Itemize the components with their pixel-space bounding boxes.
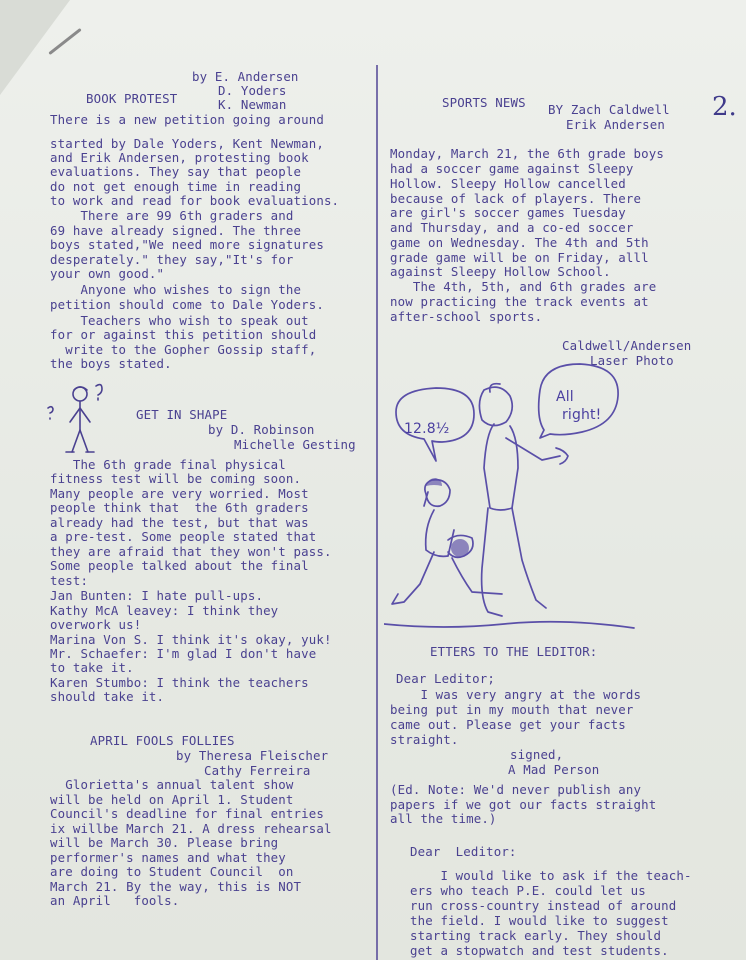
letter-line: straight.: [390, 732, 459, 747]
body-line: 69 have already signed. The three: [50, 223, 302, 238]
body-line: Council's deadline for final entries: [50, 806, 324, 821]
body-line: game on Wednesday. The 4th and 5th: [390, 235, 649, 250]
body-line: Anyone who wishes to sign the: [50, 282, 302, 297]
body-line: Teachers who wish to speak out: [50, 313, 309, 328]
body-line: Monday, March 21, the 6th grade boys: [390, 146, 664, 161]
sports-news-title: SPORTS NEWS: [442, 95, 526, 110]
letter-line: Dear Leditor;: [396, 671, 495, 686]
body-line: There is a new petition going around: [50, 112, 324, 127]
book-protest-byline-2: D. Yoders: [218, 83, 287, 98]
note-line: (Ed. Note: We'd never publish any: [390, 782, 642, 797]
body-line: Jan Bunten: I hate pull-ups.: [50, 588, 264, 603]
body-line: The 4th, 5th, and 6th grades are: [390, 279, 657, 294]
body-line: Some people talked about the final: [50, 558, 309, 573]
book-protest-byline-3: K. Newman: [218, 97, 287, 112]
letter-line: starting track early. They should: [410, 928, 662, 943]
body-line: Hollow. Sleepy Hollow cancelled: [390, 176, 626, 191]
photo-credit-2: Laser Photo: [590, 353, 674, 368]
body-line: they are afraid that they won't pass.: [50, 544, 332, 559]
body-line: petition should come to Dale Yoders.: [50, 297, 324, 312]
get-in-shape-title: GET IN SHAPE: [136, 407, 228, 422]
body-line: ix willbe March 21. A dress rehearsal: [50, 821, 332, 836]
note-line: papers if we got our facts straight: [390, 797, 657, 812]
body-line: do not get enough time in reading: [50, 179, 302, 194]
book-protest-byline-1: by E. Andersen: [192, 69, 299, 84]
body-line: are girl's soccer games Tuesday: [390, 205, 626, 220]
letter-line: I would like to ask if the teach-: [410, 868, 692, 883]
body-line: write to the Gopher Gossip staff,: [50, 342, 317, 357]
april-fools-title: APRIL FOOLS FOLLIES: [90, 733, 235, 748]
body-line: Mr. Schaefer: I'm glad I don't have: [50, 646, 317, 661]
signed-name: A Mad Person: [508, 762, 600, 777]
shading: [426, 478, 469, 557]
speech-bubble-right-text-1: All: [556, 389, 574, 405]
column-divider: [376, 65, 378, 960]
get-in-shape-byline-1: by D. Robinson: [208, 422, 315, 437]
signed-label: signed,: [510, 747, 564, 762]
body-line: will be held on April 1. Student: [50, 792, 294, 807]
body-line: Karen Stumbo: I think the teachers: [50, 675, 309, 690]
april-fools-byline-1: by Theresa Fleischer: [176, 748, 329, 763]
letter-line: the field. I would like to suggest: [410, 913, 669, 928]
body-line: are doing to Student Council on: [50, 864, 294, 879]
sports-news-byline-2: Erik Andersen: [566, 117, 665, 132]
body-line: fitness test will be coming soon.: [50, 471, 302, 486]
body-line: because of lack of players. There: [390, 191, 642, 206]
speech-bubble-left-text: 12.8½: [404, 421, 450, 437]
body-line: your own good.": [50, 266, 165, 281]
body-line: after-school sports.: [390, 309, 543, 324]
body-line: against Sleepy Hollow School.: [390, 264, 611, 279]
body-line: to take it.: [50, 660, 134, 675]
body-line: an April fools.: [50, 893, 180, 908]
body-line: grade game will be on Friday, alll: [390, 250, 649, 265]
body-line: evaluations. They say that people: [50, 164, 302, 179]
letter-line: ers who teach P.E. could let us: [410, 883, 646, 898]
letter-line: Dear Leditor:: [410, 844, 517, 859]
letter-line: get a stopwatch and test students.: [410, 943, 669, 958]
body-line: will be March 30. Please bring: [50, 835, 279, 850]
body-line: The 6th grade final physical: [50, 457, 286, 472]
body-line: desperately." they say,"It's for: [50, 252, 294, 267]
body-line: a pre-test. Some people stated that: [50, 529, 317, 544]
book-protest-title: BOOK PROTEST: [86, 91, 178, 106]
body-line: and Erik Andersen, protesting book: [50, 150, 309, 165]
get-in-shape-byline-2: Michelle Gesting: [234, 437, 356, 452]
body-line: started by Dale Yoders, Kent Newman,: [50, 136, 324, 151]
body-line: test:: [50, 573, 89, 588]
letter-line: run cross-country instead of around: [410, 898, 677, 913]
letter-line: came out. Please get your facts: [390, 717, 626, 732]
body-line: people think that the 6th graders: [50, 500, 309, 515]
body-line: Marina Von S. I think it's okay, yuk!: [50, 632, 332, 647]
letter-line: being put in my mouth that never: [390, 702, 634, 717]
letter-line: I was very angry at the words: [390, 687, 642, 702]
body-line: now practicing the track events at: [390, 294, 649, 309]
body-line: already had the test, but that was: [50, 515, 309, 530]
april-fools-byline-2: Cathy Ferreira: [204, 763, 311, 778]
track-illustration: [384, 362, 644, 637]
body-line: Glorietta's annual talent show: [50, 777, 294, 792]
letters-title: ETTERS TO THE LEDITOR:: [430, 644, 598, 659]
body-line: to work and read for book evaluations.: [50, 193, 340, 208]
body-line: had a soccer game against Sleepy: [390, 161, 634, 176]
sports-news-byline-1: BY Zach Caldwell: [548, 102, 670, 117]
body-line: March 21. By the way, this is NOT: [50, 879, 302, 894]
photo-credit-1: Caldwell/Andersen: [562, 338, 692, 353]
stick-figure-doodle: [44, 378, 114, 456]
body-line: and Thursday, and a co-ed soccer: [390, 220, 634, 235]
body-line: There are 99 6th graders and: [50, 208, 294, 223]
body-line: boys stated,"We need more signatures: [50, 237, 324, 252]
body-line: performer's names and what they: [50, 850, 286, 865]
note-line: all the time.): [390, 811, 497, 826]
body-line: overwork us!: [50, 617, 142, 632]
body-line: for or against this petition should: [50, 327, 317, 342]
body-line: Many people are very worried. Most: [50, 486, 309, 501]
body-line: the boys stated.: [50, 356, 172, 371]
body-line: Kathy McA leavey: I think they: [50, 603, 279, 618]
speech-bubble-right-text-2: right!: [562, 407, 602, 423]
staple: [48, 28, 81, 55]
body-line: should take it.: [50, 689, 165, 704]
page-number: 2.: [712, 92, 737, 122]
